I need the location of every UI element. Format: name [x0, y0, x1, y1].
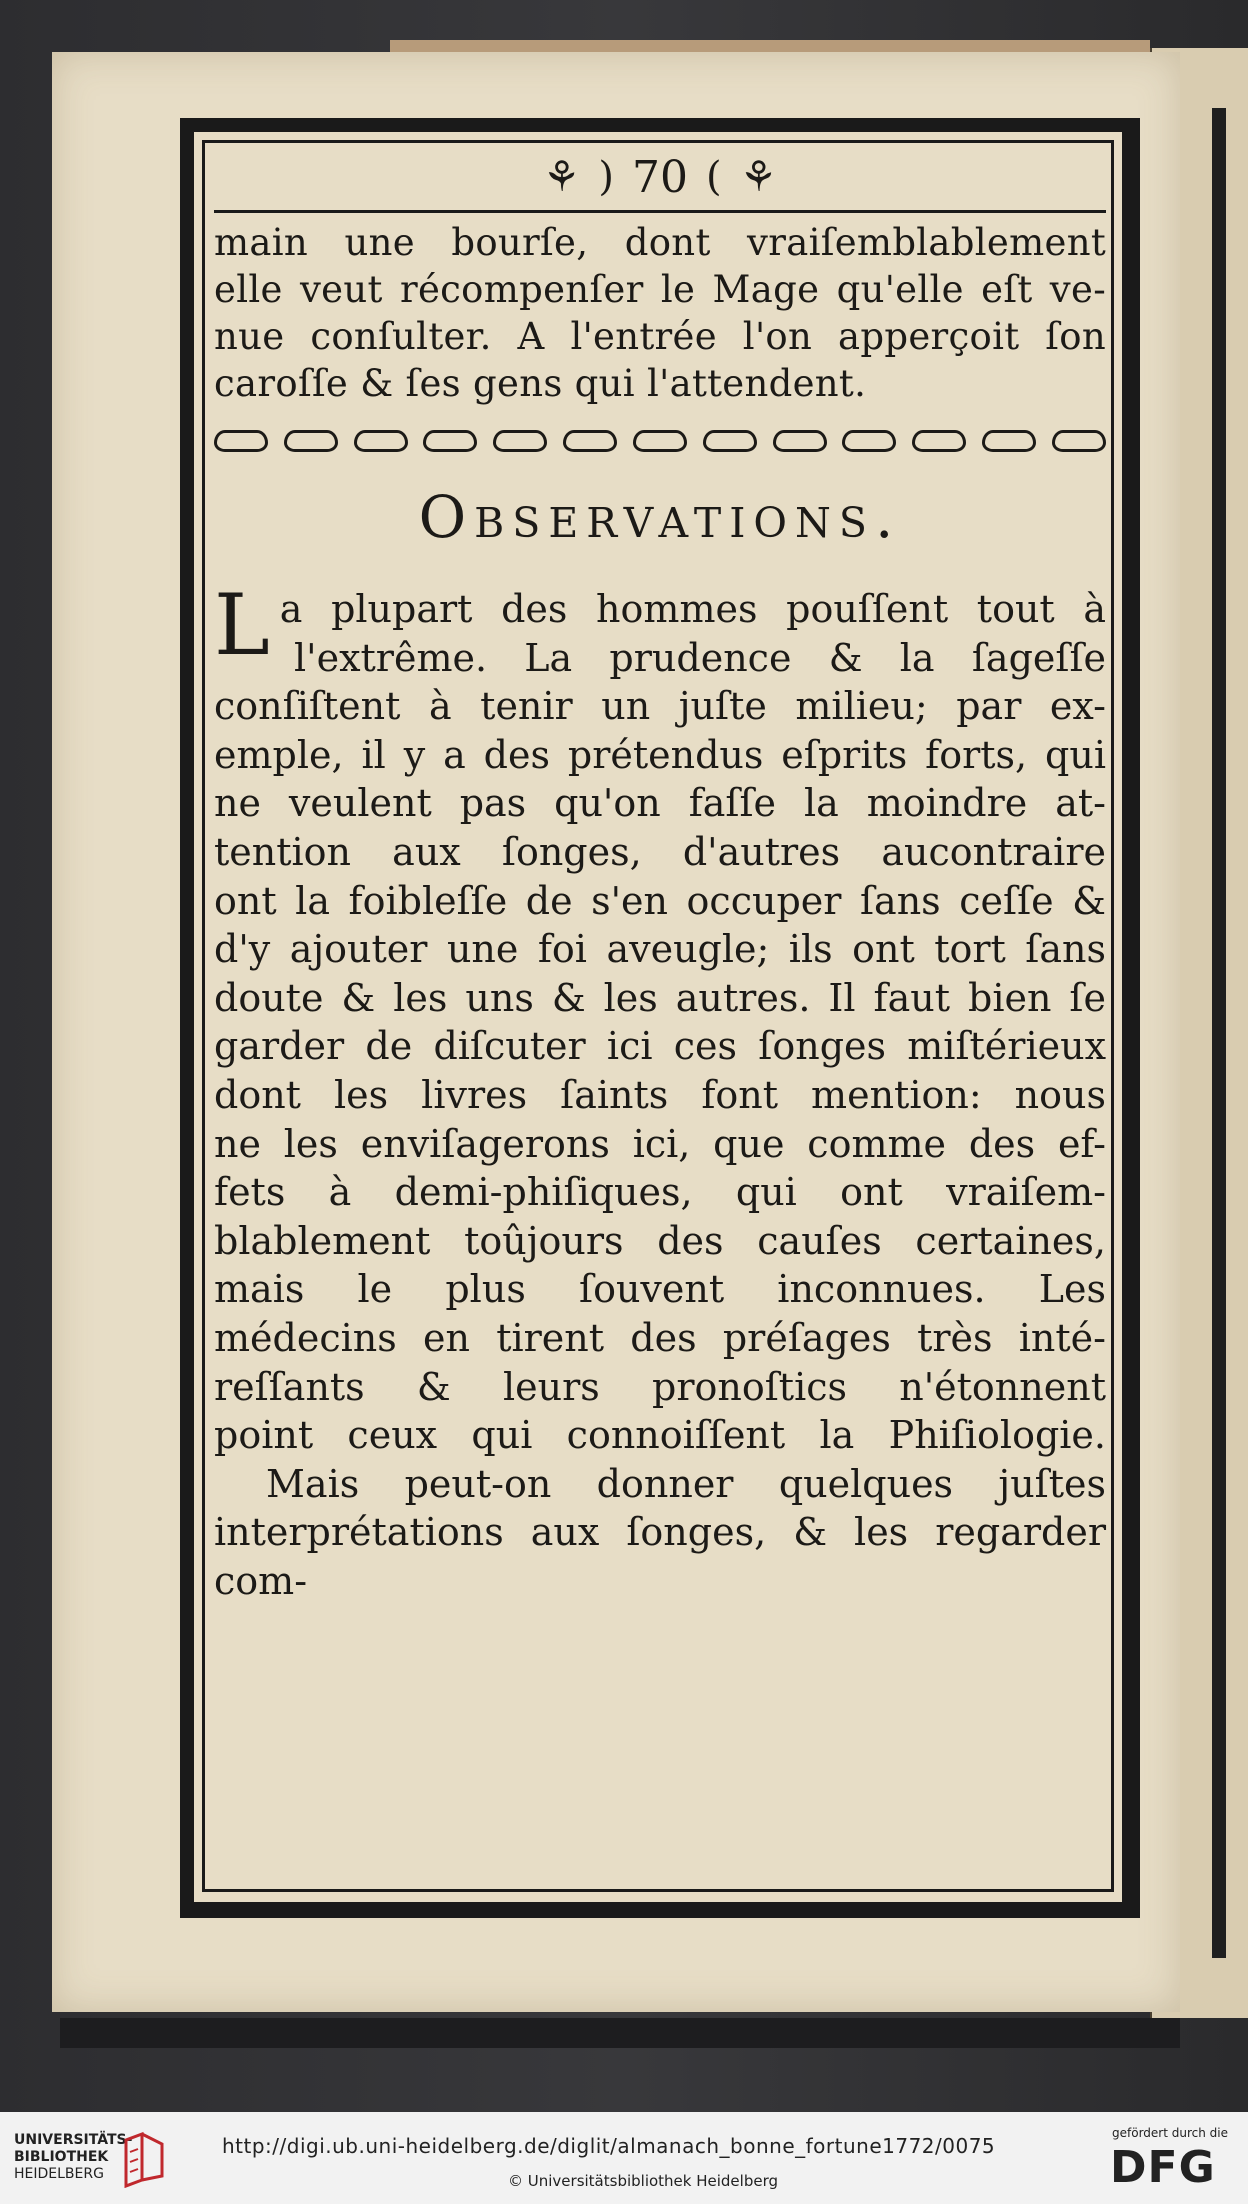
funder-caption: gefördert durch die	[1112, 2126, 1228, 2140]
text-line: tention aux ſonges, d'autres aucontraire	[214, 829, 1106, 874]
scroll-ornament-icon	[842, 430, 896, 452]
text-line: mais le plus ſouvent inconnues. Les	[214, 1267, 1106, 1312]
text-line: blablement toûjours des cauſes certaines,	[214, 1218, 1106, 1263]
ornamental-divider	[214, 421, 1106, 461]
text-line: garder de diſcuter ici ces ſonges miſtérieux	[214, 1024, 1106, 1069]
text-line: nue conſulter. A l'entrée l'on apperçoit ſon	[214, 315, 1106, 358]
scroll-ornament-icon	[284, 430, 338, 452]
scroll-ornament-icon	[703, 430, 757, 452]
permalink-url[interactable]: http://digi.ub.uni-heidelberg.de/diglit/almanach_bonne_fortune1772/0075	[222, 2134, 996, 2158]
page-content	[214, 148, 1106, 1888]
scroll-ornament-icon	[214, 430, 268, 452]
text-line: ont la foibleſſe de s'en occuper ſans ceſſe &	[214, 878, 1106, 923]
header-left-ornament-icon: ⚘	[542, 152, 581, 201]
text-line: elle veut récompenſer le Mage qu'elle eſt ve-	[214, 268, 1106, 311]
page-number: 70	[632, 151, 688, 203]
catchword: com-	[214, 1558, 308, 1603]
library-name-line2: BIBLIOTHEK	[14, 2149, 109, 2165]
library-name-line3: HEIDELBERG	[14, 2166, 104, 2182]
book-bottom-edge	[60, 2018, 1180, 2048]
section-title: Observations.	[418, 483, 902, 551]
text-line: emple, il y a des prétendus eſprits forts, qui	[214, 732, 1106, 777]
text-line: interprétations aux ſonges, & les regarder	[214, 1510, 1106, 1555]
text-line: dont les livres ſaints font mention: nous	[214, 1072, 1106, 1117]
text-line: main une bourſe, dont vraiſemblablement	[214, 221, 1106, 264]
dfg-logo[interactable]: DFG	[1110, 2142, 1216, 2193]
header-rule	[214, 210, 1106, 213]
text-line: caroſſe & ſes gens qui l'attendent.	[214, 362, 867, 405]
scroll-ornament-icon	[1052, 430, 1106, 452]
text-line: l'extrême. La prudence & la ſageſſe	[294, 635, 1106, 680]
scroll-ornament-icon	[912, 430, 966, 452]
scroll-ornament-icon	[493, 430, 547, 452]
continuation-paragraph	[214, 219, 1106, 407]
text-line: ne veulent pas qu'on faſſe la moindre at-	[214, 781, 1106, 826]
viewer-footer	[0, 2112, 1248, 2204]
text-line: doute & les uns & les autres. Il faut bien ſe	[214, 975, 1106, 1020]
header-open-paren: )	[598, 154, 614, 200]
library-name-line1: UNIVERSITÄTS-	[14, 2132, 133, 2148]
header-right-ornament-icon: ⚘	[739, 152, 778, 201]
copyright-notice: © Universitätsbibliothek Heidelberg	[508, 2172, 779, 2190]
text-line: a plupart des hommes pouſſent tout à	[279, 587, 1106, 631]
text-line: conſiſtent à tenir un juſte milieu; par ex-	[214, 684, 1106, 729]
scroll-ornament-icon	[354, 430, 408, 452]
scroll-ornament-icon	[982, 430, 1036, 452]
text-line: fets à demi-phiſiques, qui ont vraiſem-	[214, 1170, 1106, 1215]
scroll-ornament-icon	[563, 430, 617, 452]
running-header	[214, 148, 1106, 206]
observations-paragraph	[214, 576, 1106, 1605]
scroll-ornament-icon	[633, 430, 687, 452]
header-close-paren: (	[706, 154, 722, 200]
text-line: médecins en tirent des préſages très inté-	[214, 1315, 1106, 1360]
text-line: ne les enviſagerons ici, que comme des ef-	[214, 1121, 1106, 1166]
next-page-frame	[1212, 108, 1226, 1958]
text-line: d'y ajouter une foi aveugle; ils ont tort ſans	[214, 927, 1106, 972]
drop-cap: L	[214, 576, 270, 674]
scroll-ornament-icon	[423, 430, 477, 452]
scroll-ornament-icon	[773, 430, 827, 452]
library-logo-icon[interactable]	[122, 2130, 168, 2188]
text-line: point ceux qui connoiſſent la Phiſiologie.	[214, 1413, 1106, 1458]
text-line: Mais peut-on donner quelques juſtes	[266, 1461, 1106, 1506]
library-name[interactable]	[14, 2132, 132, 2183]
text-line: reſſants & leurs pronoſtics n'étonnent	[214, 1364, 1106, 1409]
